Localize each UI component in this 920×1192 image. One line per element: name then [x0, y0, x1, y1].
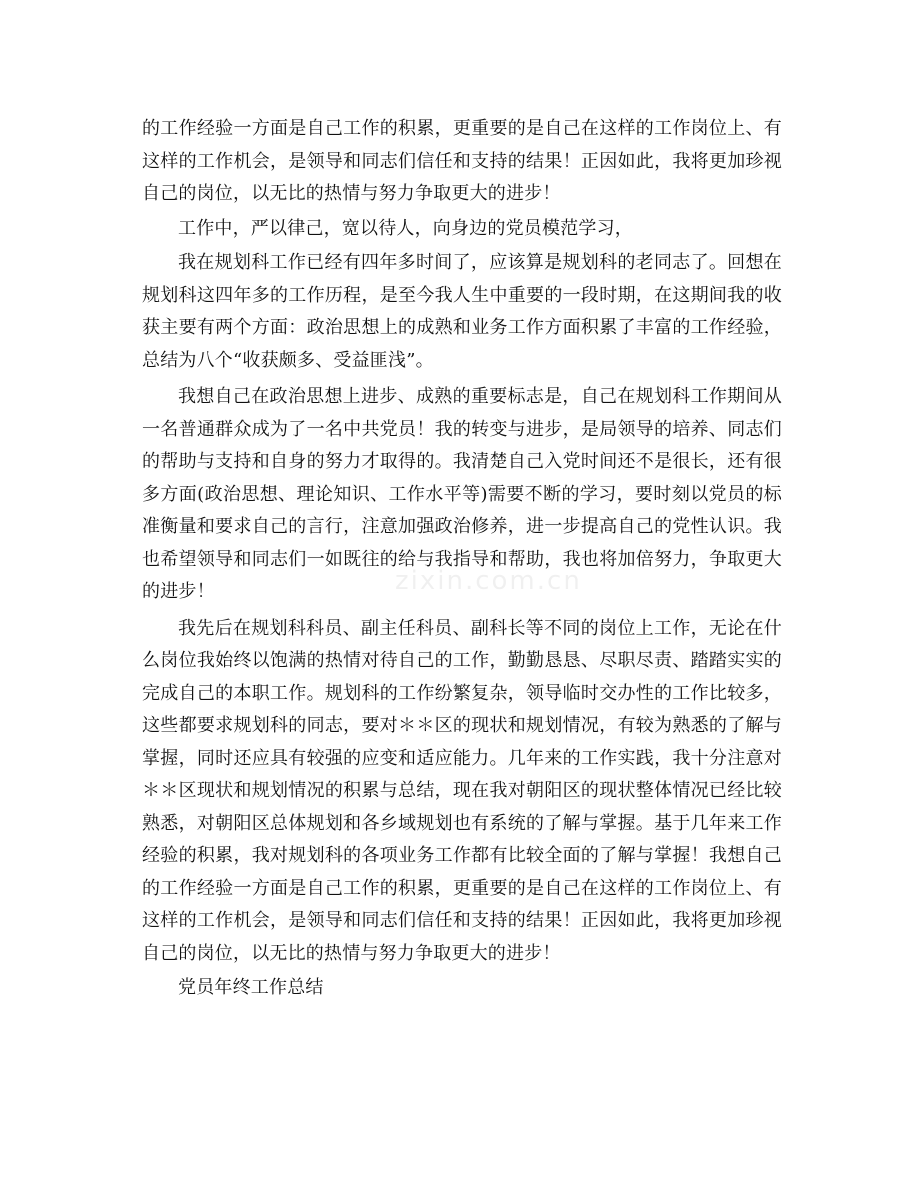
paragraph-discipline: 工作中，严以律己，宽以待人，向身边的党员模范学习，	[178, 217, 633, 239]
section-title: 党员年终工作总结	[178, 977, 324, 998]
paragraph-political-growth: 我想自己在政治思想上进步、成熟的重要标志是，自己在规划科工作期间从一名普通群众成为了一名中共党员！我的转变与进步，是局领导的培养、同志们的帮助与支持和自身的努力才取得的。我清楚自己入党时间还不是很长，还有很多方面(政治思想、理论知识、工作水平等)需要不断的学习，要时刻以党员的标准衡量和要求自己的言行，注意加强政治修养，进一步提高自己的党性认识。我也希望领导和同志们一如既往的给与我指导和帮助，我也将加倍努力，争取更大的进步！	[142, 386, 782, 602]
watermark: zixin.com.cn	[395, 566, 582, 596]
paragraph-experience: 我在规划科工作已经有四年多时间了，应该算是规划科的老同志了。回想在规划科这四年多的工作历程，是至今我人生中重要的一段时期，在这期间我的收获主要有两个方面：政治思想上的成熟和业务工作方面积累了丰富的工作经验，总结为八个“收获颇多、受益匪浅”。	[142, 252, 782, 371]
paragraph-work-practice: 我先后在规划科科员、副主任科员、副科长等不同的岗位上工作，无论在什么岗位我始终以饱满的热情对待自己的工作，勤勤恳恳、尽职尽责、踏踏实实的完成自己的本职工作。规划科的工作纷繁复杂，领导临时交办性的工作比较多，这些都要求规划科的同志，要对＊＊区的现状和规划情况，有较为熟悉的了解与掌握，同时还应具有较强的应变和适应能力。几年来的工作实践，我十分注意对＊＊区现状和规划情况的积累与总结，现在我对朝阳区的现状整体情况已经比较熟悉，对朝阳区总体规划和各乡域规划也有系统的了解与掌握。基于几年来工作经验的积累，我对规划科的各项业务工作都有比较全面的了解与掌握！我想自己的工作经验一方面是自己工作的积累，更重要的是自己在这样的工作岗位上、有这样的工作机会，是领导和同志们信任和支持的结果！正因如此，我将更加珍视自己的岗位，以无比的热情与努力争取更大的进步！	[142, 617, 782, 964]
paragraph-continuation: 的工作经验一方面是自己工作的积累，更重要的是自己在这样的工作岗位上、有这样的工作机会，是领导和同志们信任和支持的结果！正因如此，我将更加珍视自己的岗位，以无比的热情与努力争取更大的进步！	[142, 118, 782, 204]
document-body	[142, 113, 782, 1005]
